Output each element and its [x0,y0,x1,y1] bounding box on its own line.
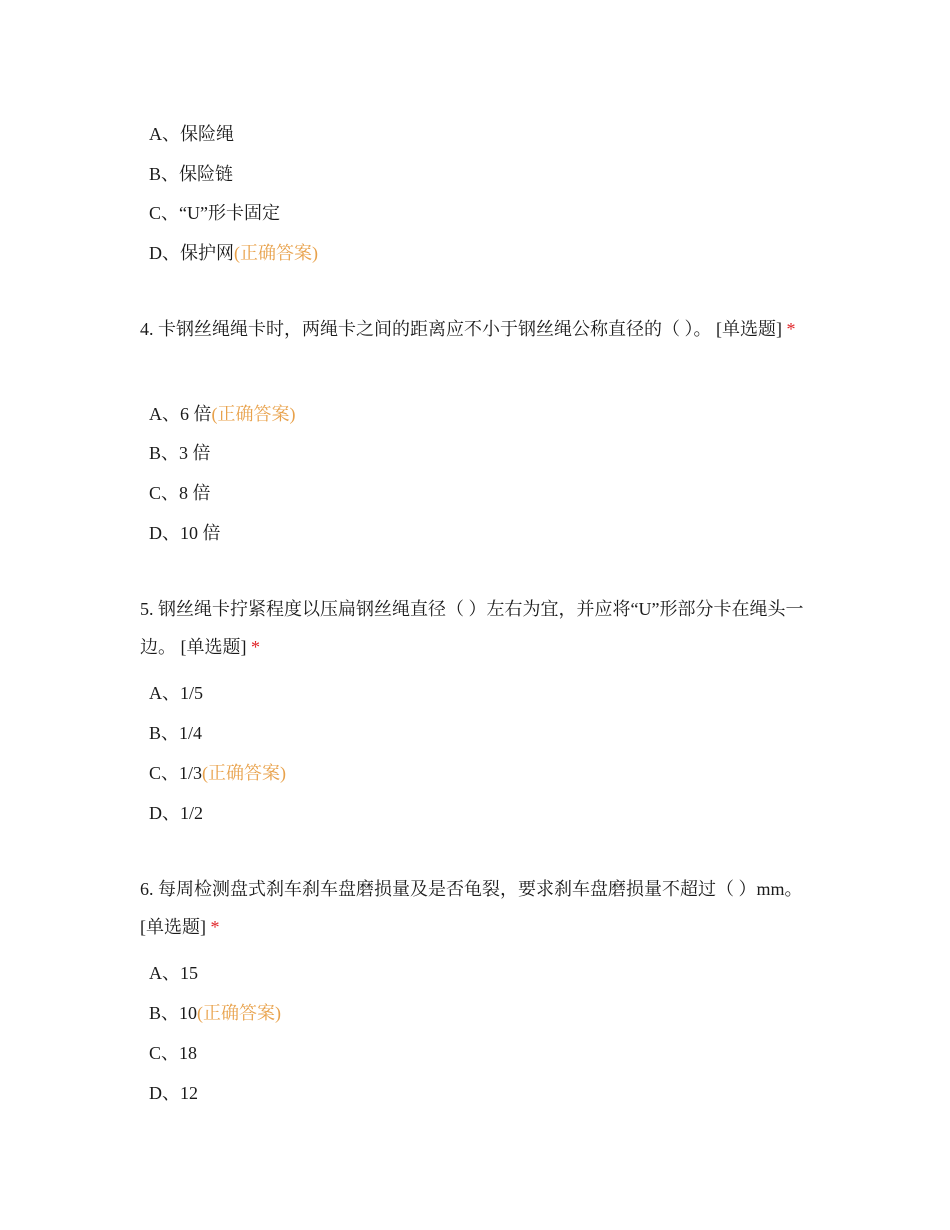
option-label: D、1/2 [149,803,203,823]
q6-option-c[interactable] [149,1041,197,1065]
q3-option-a[interactable] [149,122,234,146]
option-label: C、1/3 [149,763,203,783]
question-text: 6. 每周检测盘式刹车刹车盘磨损量及是否龟裂，要求刹车盘磨损量不超过（ ）mm。 [单选题] [140,879,803,937]
q6-option-a[interactable] [149,961,198,985]
q4-option-b[interactable] [149,441,211,465]
option-label: C、18 [149,1043,198,1063]
option-label: D、保护网 [149,243,234,263]
option-label: A、保险绳 [149,124,234,144]
option-label: B、3 倍 [149,443,211,463]
q3-option-c[interactable] [149,201,280,225]
option-label: C、8 倍 [149,483,211,503]
q4-option-d[interactable] [149,521,221,545]
q5-option-d[interactable] [149,801,203,825]
option-label: D、10 倍 [149,523,221,543]
required-marker: * [786,319,796,339]
correct-answer-marker: (正确答案) [202,763,287,783]
q6-option-d[interactable] [149,1081,198,1105]
option-label: B、保险链 [149,164,234,184]
option-label: B、10 [149,1003,198,1023]
correct-answer-marker: (正确答案) [234,243,318,263]
q5-option-c[interactable] [149,761,286,785]
q3-option-d[interactable] [149,241,318,265]
option-label: B、1/4 [149,723,203,743]
q5-option-b[interactable] [149,721,202,745]
question-text: 4. 卡钢丝绳绳卡时，两绳卡之间的距离应不小于钢丝绳公称直径的（ ）。 [单选题] [140,319,782,339]
option-label: A、1/5 [149,683,203,703]
q4-question-text [140,310,812,348]
q5-question-text [140,590,812,666]
q4-option-c[interactable] [149,481,211,505]
correct-answer-marker: (正确答案) [197,1003,282,1023]
q4-option-a[interactable] [149,402,296,426]
q3-option-b[interactable] [149,162,233,186]
q6-option-b[interactable] [149,1001,281,1025]
option-label: A、6 倍 [149,404,212,424]
correct-answer-marker: (正确答案) [211,404,296,424]
option-label: C、“U”形卡固定 [149,203,280,223]
required-marker: * [210,917,220,937]
option-label: D、12 [149,1083,198,1103]
question-text: 5. 钢丝绳卡拧紧程度以压扁钢丝绳直径（ ）左右为宜，并应将“U”形部分卡在绳头一边。 [单选题] [140,599,804,657]
q5-option-a[interactable] [149,681,203,705]
q6-question-text [140,870,812,946]
required-marker: * [251,637,260,657]
option-label: A、15 [149,963,198,983]
